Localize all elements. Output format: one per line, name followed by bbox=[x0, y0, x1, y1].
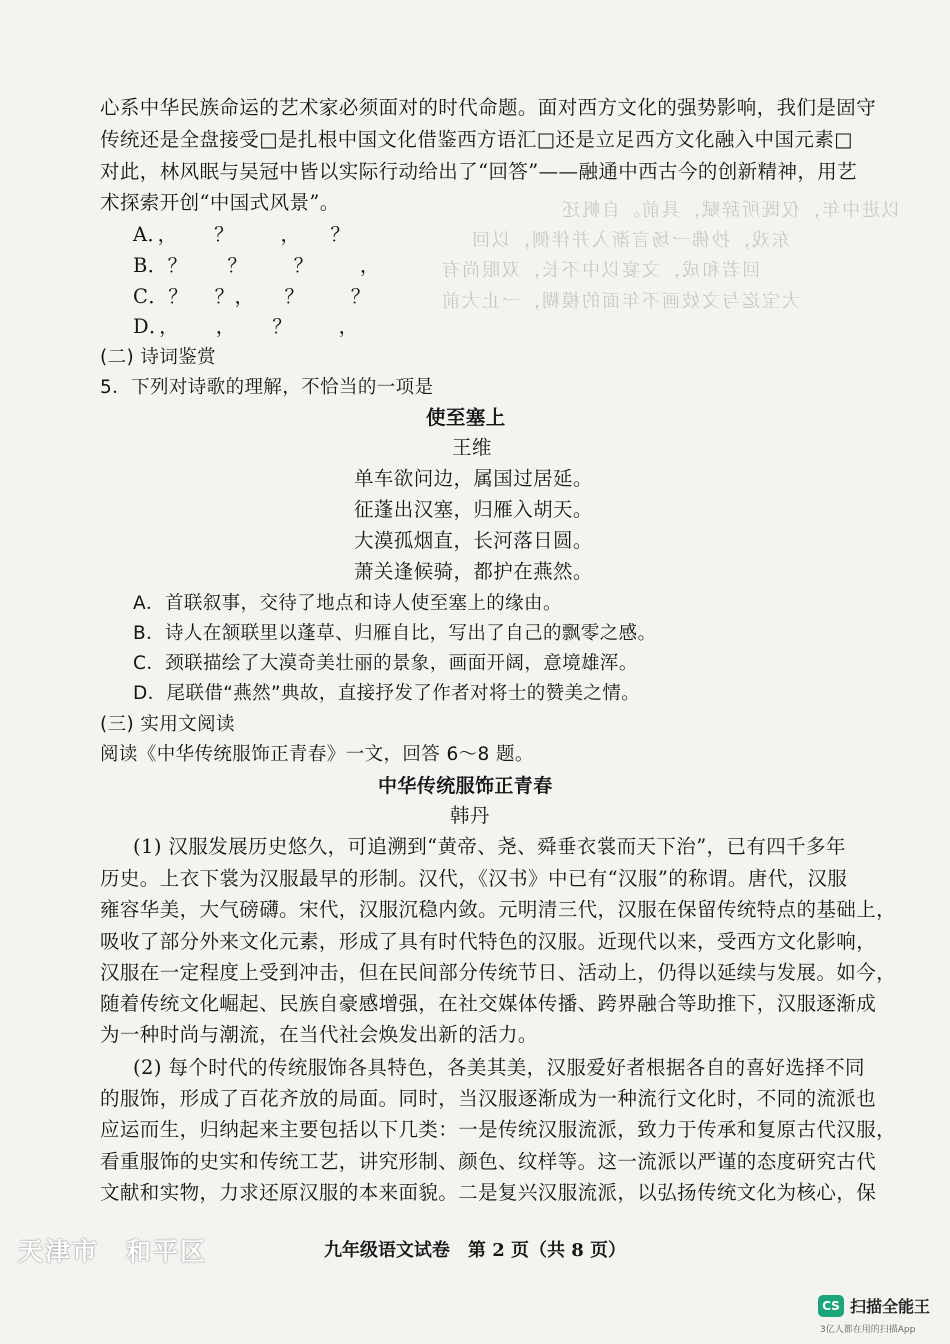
paragraph-line: 吸收了部分外来文化元素，形成了具有时代特色的汉服。近现代以来，受西方文化影响， bbox=[100, 930, 877, 953]
paragraph-line: (1) 汉服发展历史悠久，可追溯到“黄帝、尧、舜垂衣裳而天下治”，已有四千多年 bbox=[133, 835, 846, 858]
bleed-through-line: 大宝迄与文妓画不年面的模糊，一止大前 bbox=[440, 291, 800, 312]
passage-line: 心系中华民族命运的艺术家必须面对的时代命题。面对西方文化的强势影响，我们是固守 bbox=[100, 96, 877, 119]
poem-line: 萧关逢候骑，都护在燕然。 bbox=[354, 560, 593, 583]
paragraph-line: 历史。上衣下裳为汉服最早的形制。汉代，《汉书》中已有“汉服”的称谓。唐代，汉服 bbox=[100, 867, 848, 890]
option-b: B．？ ？ ？ ， bbox=[133, 254, 380, 277]
paragraph-line: 应运而生，归纳起来主要包括以下几类：一是传统汉服流派，致力于传承和复原古代汉服， bbox=[100, 1118, 897, 1141]
option-d: D．尾联借“燕然”典故，直接抒发了作者对将士的赞美之情。 bbox=[133, 683, 641, 704]
option-a: A．首联叙事，交待了地点和诗人使至塞上的缘由。 bbox=[133, 593, 562, 614]
scanner-app-name: 扫描全能王 bbox=[850, 1297, 931, 1316]
section-heading: (三) 实用文阅读 bbox=[100, 714, 235, 735]
poem-author: 王维 bbox=[452, 436, 492, 459]
paragraph-line: 看重服饰的史实和传统工艺，讲究形制、颜色、纹样等。这一流派以严谨的态度研究古代 bbox=[100, 1150, 877, 1173]
poem-title: 使至塞上 bbox=[426, 406, 506, 429]
section-instruction: 阅读《中华传统服饰正青春》一文，回答 6～8 题。 bbox=[100, 744, 534, 765]
option-a: A．， ？ ， ？ bbox=[133, 223, 351, 246]
poem-line: 大漠孤烟直，长河落日圆。 bbox=[354, 529, 593, 552]
paragraph-line: 的服饰，形成了百花齐放的局面。同时，当汉服逐渐成为一种流行文化时，不同的流派也 bbox=[100, 1087, 877, 1110]
paragraph-line: 文献和实物，力求还原汉服的本来面貌。二是复兴汉服流派，以弘扬传统文化为核心，保 bbox=[100, 1181, 877, 1204]
paragraph-line: (2) 每个时代的传统服饰各具特色，各美其美，汉服爱好者根据各自的喜好选择不同 bbox=[133, 1056, 865, 1079]
paragraph-line: 雍容华美，大气磅礴。宋代，汉服沉稳内敛。元明清三代，汉服在保留传统特点的基础上， bbox=[100, 898, 897, 921]
city-watermark: 天津市 和平区 bbox=[18, 1237, 208, 1266]
paragraph-line: 随着传统文化崛起、民族自豪感增强，在社交媒体传播、跨界融合等助推下，汉服逐渐成 bbox=[100, 992, 877, 1015]
option-d: D．， ， ？ ， bbox=[133, 315, 359, 338]
question-stem: 5．下列对诗歌的理解，不恰当的一项是 bbox=[100, 377, 434, 398]
option-b: B．诗人在颔联里以蓬草、归雁自比，写出了自己的飘零之感。 bbox=[133, 623, 657, 644]
bleed-through-line: 东戏，抄佛一场言渐入并伴侧，以回 bbox=[470, 230, 790, 251]
section-heading: (二) 诗词鉴赏 bbox=[100, 347, 217, 368]
camscanner-logo-icon: CS bbox=[818, 1295, 844, 1317]
paragraph-line: 汉服在一定程度上受到冲击，但在民间部分传统节日、活动上，仍得以延续与发展。如今， bbox=[100, 961, 897, 984]
bleed-through-line: 以进中年，仅既所辞赋，具前。自帆还 bbox=[560, 200, 900, 221]
page-footer: 九年级语文试卷 第 2 页（共 8 页） bbox=[323, 1240, 627, 1261]
paragraph-line: 为一种时尚与潮流，在当代社会焕发出新的活力。 bbox=[100, 1023, 538, 1046]
poem-line: 征蓬出汉塞，归雁入胡天。 bbox=[354, 498, 593, 521]
option-c: C．颈联描绘了大漠奇美壮丽的景象，画面开阔，意境雄浑。 bbox=[133, 653, 638, 674]
poem-line: 单车欲问边，属国过居延。 bbox=[354, 467, 593, 490]
passage-line: 术探索开创“中国式风景”。 bbox=[100, 191, 340, 214]
article-author: 韩丹 bbox=[450, 804, 490, 827]
passage-line: 传统还是全盘接受□是扎根中国文化借鉴西方语汇□还是立足西方文化融入中国元素□ bbox=[100, 128, 853, 151]
passage-line: 对此，林风眠与吴冠中皆以实际行动给出了“回答”——融通中西古今的创新精神，用艺 bbox=[100, 160, 858, 183]
article-title: 中华传统服饰正青春 bbox=[378, 775, 553, 797]
scanner-slogan: 3亿人都在用的扫描App bbox=[820, 1325, 916, 1335]
option-c: C．？ ？， ？ ？ bbox=[133, 285, 371, 308]
bleed-through-line: 回若和成，文宴以中不长，双眼尚有 bbox=[440, 260, 760, 281]
